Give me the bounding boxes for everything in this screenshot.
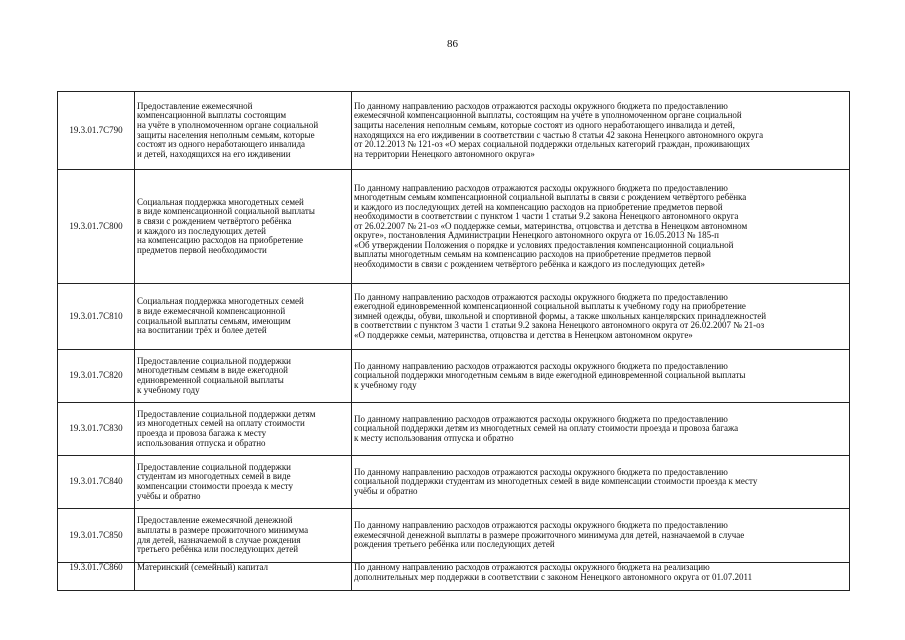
name-cell: Предоставление социальной поддержки детям из многодетных семей на оплату стоимости проезда и провоза багажа к месту использования отпуска и обратно: [135, 403, 352, 456]
code-cell: 19.3.01.7С840: [58, 456, 135, 509]
table-row: [58, 509, 850, 563]
budget-classification-table: [57, 91, 850, 591]
code-cell: 19.3.01.7С820: [58, 350, 135, 403]
description-cell: По данному направлению расходов отражаются расходы окружного бюджета по предоставлению ежемесячной компенсационной выплаты, состоящим на учёте в уполномоченном органе социальной защиты населения неполным семьям, которые состоят из одного неработающего инвалида и детей, находящихся на его иждивении в соответствии с частью 8 статьи 42 закона Ненецкого автономного округа от 20.12.2013 № 121-оз «О мерах социальной поддержки отдельных категорий граждан, проживающих на территории Ненецкого автономного округа»: [352, 92, 850, 170]
name-cell: Предоставление социальной поддержки студентам из многодетных семей в виде компенсации стоимости проезда к месту учёбы и обратно: [135, 456, 352, 509]
name-cell: Социальная поддержка многодетных семей в виде ежемесячной компенсационной социальной выплаты семьям, имеющим на воспитании трёх и более детей: [135, 284, 352, 350]
table-row: [58, 403, 850, 456]
code-cell: 19.3.01.7С800: [58, 170, 135, 284]
description-cell: По данному направлению расходов отражаются расходы окружного бюджета по предоставлению социальной поддержки многодетным семьям в виде ежегодной единовременной социальной выплаты к учебному году: [352, 350, 850, 403]
description-cell: По данному направлению расходов отражаются расходы окружного бюджета по предоставлению социальной поддержки детям из многодетных семей на оплату стоимости проезда и провоза багажа к месту использования отпуска и обратно: [352, 403, 850, 456]
name-cell: Предоставление ежемесячной компенсационной выплаты состоящим на учёте в уполномоченном органе социальной защиты населения неполным семьям, которые состоят из одного неработающего инвалида и детей, находящихся на его иждивении: [135, 92, 352, 170]
table-row: [58, 284, 850, 350]
code-cell: 19.3.01.7С810: [58, 284, 135, 350]
page-number: 86: [447, 38, 458, 50]
description-cell: По данному направлению расходов отражаются расходы окружного бюджета по предоставлению социальной поддержки студентам из многодетных семей в виде компенсации стоимости проезда к месту учёбы и обратно: [352, 456, 850, 509]
code-cell: 19.3.01.7С830: [58, 403, 135, 456]
description-cell: По данному направлению расходов отражаются расходы окружного бюджета по предоставлению ежемесячной денежной выплаты в размере прожиточного минимума для детей, назначаемой в случае рождения третьего ребёнка или последующих детей: [352, 509, 850, 563]
name-cell: Предоставление ежемесячной денежной выплаты в размере прожиточного минимума для детей, назначаемой в случае рождения третьего ребёнка или последующих детей: [135, 509, 352, 563]
table-row: [58, 563, 850, 591]
description-cell: По данному направлению расходов отражаются расходы окружного бюджета на реализацию дополнительных мер поддержки в соответствии с законом Ненецкого автономного округа от 01.07.2011: [352, 563, 850, 591]
name-cell: Материнский (семейный) капитал: [135, 563, 352, 591]
table-row: [58, 92, 850, 170]
description-cell: По данному направлению расходов отражаются расходы окружного бюджета по предоставлению ежегодной единовременной компенсационной социальной выплаты к учебному году на приобретение зимней одежды, обуви, школьной и спортивной формы, а также школьных канцелярских принадлежностей в соответствии с пунктом 3 части 1 статьи 9.2 закона Ненецкого автономного округа от 26.02.2007 № 21-оз «О поддержке семьи, материнства, отцовства и детства в Ненецком автономном округе»: [352, 284, 850, 350]
table-row: [58, 456, 850, 509]
code-cell: 19.3.01.7С790: [58, 92, 135, 170]
name-cell: Предоставление социальной поддержки многодетным семьям в виде ежегодной единовременной социальной выплаты к учебному году: [135, 350, 352, 403]
description-cell: По данному направлению расходов отражаются расходы окружного бюджета по предоставлению многодетным семьям компенсационной социальной выплаты в связи с рождением четвёртого ребёнка и каждого из последующих детей на компенсацию расходов на приобретение предметов первой необходимости в соответствии с пунктом 1 части 1 статьи 9.2 закона Ненецкого автономного округа от 26.02.2007 № 21-оз «О поддержке семьи, материнства, отцовства и детства в Ненецком автономном округе», постановления Администрации Ненецкого автономного округа от 16.05.2013 № 185-п «Об утверждении Положения о порядке и условиях предоставления компенсационной социальной выплаты многодетным семьям на компенсацию расходов на приобретение предметов первой необходимости в связи с рождением четвёртого ребёнка и каждого из последующих детей»: [352, 170, 850, 284]
table-row: [58, 350, 850, 403]
code-cell: 19.3.01.7С850: [58, 509, 135, 563]
name-cell: Социальная поддержка многодетных семей в виде компенсационной социальной выплаты в связи с рождением четвёртого ребёнка и каждого из последующих детей на компенсацию расходов на приобретение предметов первой необходимости: [135, 170, 352, 284]
code-cell: 19.3.01.7С860: [58, 563, 135, 591]
table-row: [58, 170, 850, 284]
